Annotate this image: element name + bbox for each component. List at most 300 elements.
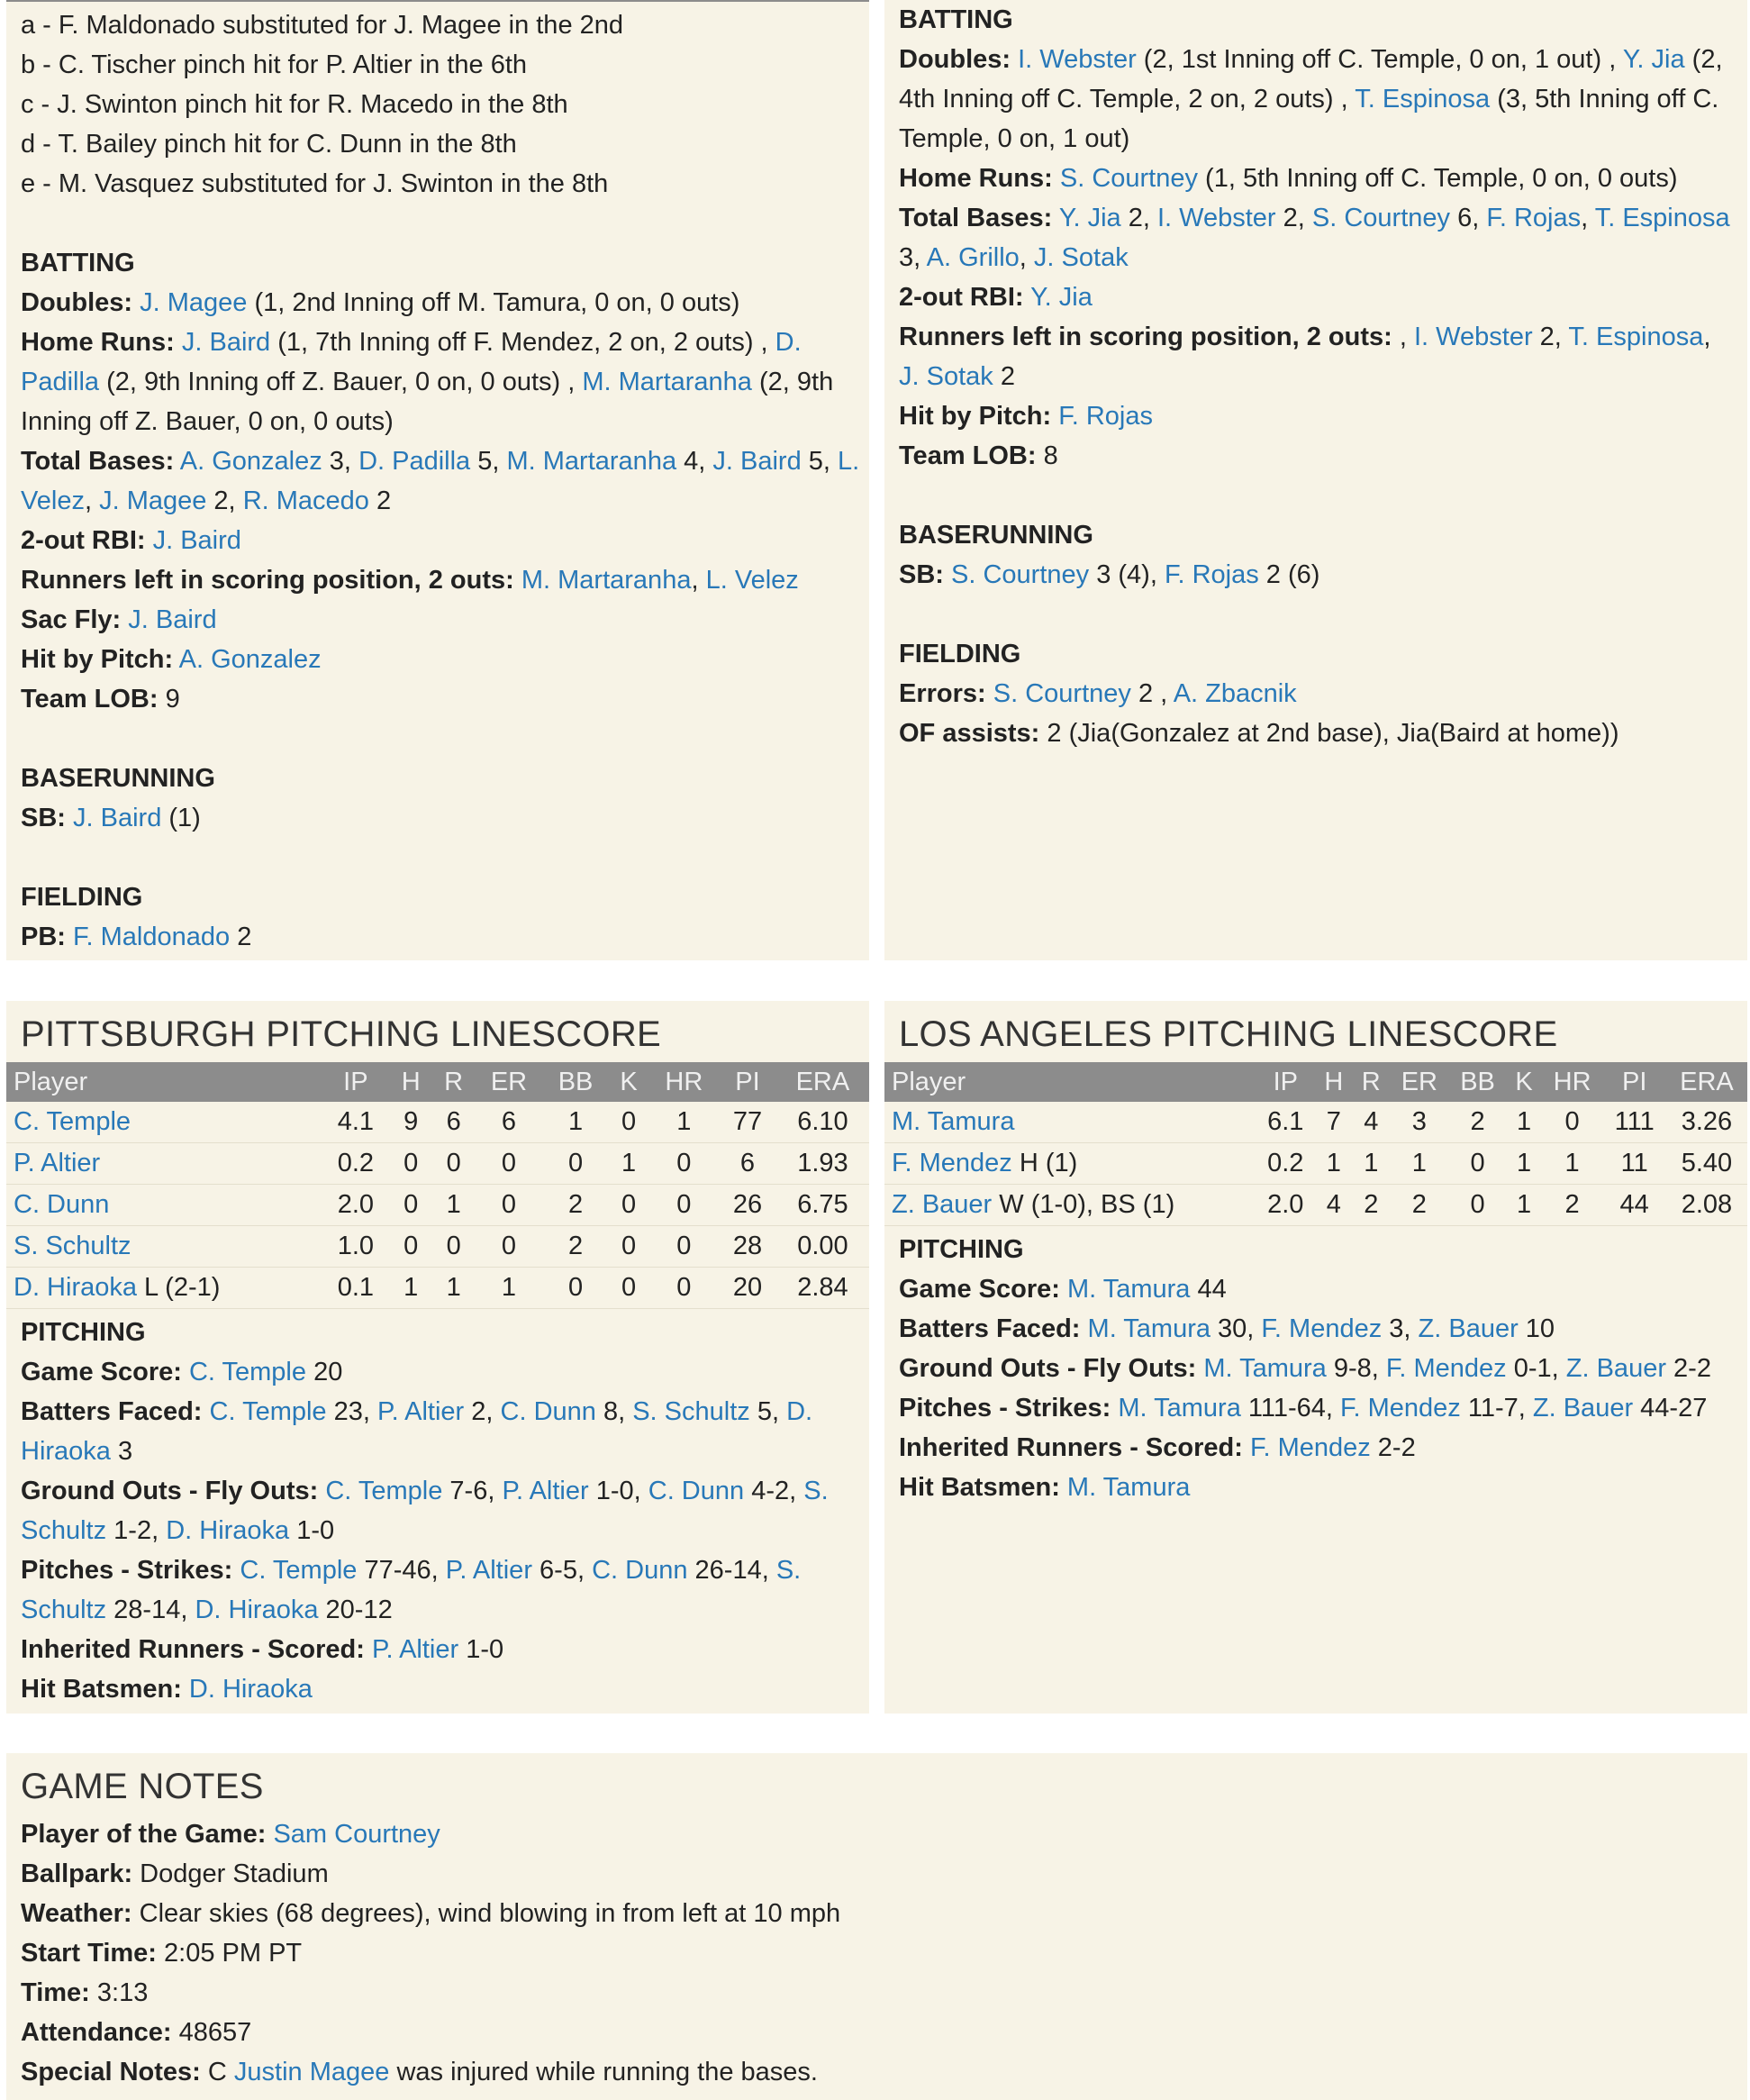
stat-detail: 6-5,: [531, 1556, 585, 1585]
stat-cell-er: 0: [475, 1143, 542, 1185]
player-link[interactable]: S. Courtney: [951, 560, 1090, 589]
column-header[interactable]: Player: [6, 1062, 322, 1102]
stat-cell-er: 2: [1390, 1185, 1449, 1226]
stat-cell-r: 0: [432, 1143, 475, 1185]
stat-detail: 2-2: [1370, 1433, 1416, 1462]
table-row: [884, 1185, 1747, 1226]
decision-note: L (2-1): [137, 1273, 221, 1302]
stat-detail: 2,: [464, 1397, 494, 1426]
stat-cell-era: 3.26: [1666, 1102, 1747, 1143]
column-header[interactable]: ERA: [776, 1062, 869, 1102]
stat-detail: 3,: [1382, 1314, 1411, 1343]
substitution-note: d - T. Bailey pinch hit for C. Dunn in the 8th: [21, 130, 517, 159]
column-header[interactable]: HR: [649, 1062, 720, 1102]
game-notes-title: GAME NOTES: [21, 1767, 264, 1806]
player-link[interactable]: J. Baird: [181, 328, 271, 357]
player-link[interactable]: M. Tamura: [1203, 1354, 1327, 1383]
player-link-list: [1060, 164, 1678, 193]
stat-cell-bb: 2: [543, 1185, 609, 1226]
batting-header: BATTING: [899, 5, 1013, 34]
stat-cell-hr: 2: [1542, 1185, 1603, 1226]
stat-cell-pi: 77: [719, 1102, 776, 1143]
stat-cell-h: 0: [390, 1185, 432, 1226]
stat-detail: 1-0: [289, 1516, 335, 1545]
player-link[interactable]: C. Temple: [188, 1358, 307, 1386]
player-link[interactable]: J. Baird: [128, 605, 217, 634]
pitcher-cell: [6, 1268, 322, 1309]
los-angeles-box-notes: [884, 0, 1747, 960]
stat-cell-r: 1: [432, 1185, 475, 1226]
player-link[interactable]: P. Altier: [14, 1149, 101, 1177]
player-link[interactable]: C. Temple: [209, 1397, 327, 1426]
stat-detail: (2, 9th Inning off Z. Bauer, 0 on, 0 outs) ,: [99, 368, 576, 396]
player-link[interactable]: M. Martaranha: [506, 447, 677, 476]
stat-cell-pi: 28: [719, 1226, 776, 1268]
stat-detail: 2: [230, 923, 252, 951]
stat-cell-bb: 0: [543, 1268, 609, 1309]
pitching-linescore-table: [884, 1062, 1747, 1226]
stat-cell-h: 0: [390, 1143, 432, 1185]
player-link[interactable]: C. Dunn: [14, 1190, 110, 1219]
player-link-list: [1030, 283, 1093, 312]
player-link[interactable]: S. Courtney: [1059, 164, 1198, 193]
player-link[interactable]: D. Hiraoka: [188, 1675, 313, 1704]
stat-cell-bb: 0: [543, 1143, 609, 1185]
player-link[interactable]: I. Webster: [1414, 323, 1533, 351]
column-header[interactable]: H: [390, 1062, 432, 1102]
column-header[interactable]: ERA: [1666, 1062, 1747, 1102]
player-link-list: [153, 526, 241, 555]
player-link[interactable]: I. Webster: [1156, 204, 1276, 232]
sb-line: SB: J. Baird (1): [21, 804, 201, 832]
hit-batsmen-line: Hit Batsmen: D. Hiraoka: [21, 1675, 313, 1704]
table-row: [884, 1143, 1747, 1185]
of-assists-line: OF assists: 2 (Jia(Gonzalez at 2nd base), Jia(Baird at home)): [899, 719, 1619, 748]
stat-cell-pi: 6: [719, 1143, 776, 1185]
team-lob-line: Team LOB: 8: [899, 441, 1058, 470]
player-link[interactable]: Y. Jia: [1030, 283, 1093, 312]
stat-detail: 2,: [206, 486, 236, 515]
stat-detail: 2-2: [1665, 1354, 1711, 1383]
player-link-list: [189, 1675, 313, 1704]
stat-detail: ,: [1703, 323, 1711, 351]
player-link[interactable]: A. Zbacnik: [1173, 679, 1297, 708]
player-link[interactable]: C. Temple: [240, 1556, 358, 1585]
attendance-line: Attendance: 48657: [21, 2018, 252, 2047]
player-link[interactable]: M. Tamura: [1087, 1314, 1210, 1343]
stat-cell-k: 1: [1506, 1143, 1541, 1185]
stat-detail: 9-8,: [1326, 1354, 1379, 1383]
stat-cell-ip: 6.1: [1256, 1102, 1315, 1143]
stat-detail: 5,: [749, 1397, 780, 1426]
stat-cell-era: 6.10: [776, 1102, 869, 1143]
stat-cell-r: 2: [1353, 1185, 1390, 1226]
player-link[interactable]: F. Rojas: [1486, 204, 1582, 232]
player-link[interactable]: Z. Bauer: [892, 1190, 993, 1219]
substitution-list: [21, 5, 860, 204]
two-out-rbi-line: 2-out RBI: J. Baird: [21, 526, 241, 555]
player-link[interactable]: D. Hiraoka: [21, 1397, 813, 1466]
game-score-line: Game Score: C. Temple 20: [21, 1358, 343, 1386]
player-link[interactable]: J. Baird: [712, 447, 802, 476]
player-link[interactable]: S. Courtney: [993, 679, 1131, 708]
player-link[interactable]: C. Dunn: [592, 1556, 688, 1585]
player-link[interactable]: C. Temple: [14, 1107, 131, 1136]
table-row: [884, 1102, 1747, 1143]
stat-detail: ,: [1019, 243, 1027, 272]
inherited-runners-line: Inherited Runners - Scored: F. Mendez 2-2: [899, 1433, 1416, 1462]
player-link[interactable]: F. Maldonado: [73, 923, 231, 951]
weather-line: Weather: Clear skies (68 degrees), wind blowing in from left at 10 mph: [21, 1899, 841, 1928]
stat-cell-era: 1.93: [776, 1143, 869, 1185]
player-link[interactable]: Z. Bauer: [1418, 1314, 1519, 1343]
stat-cell-er: 1: [475, 1268, 542, 1309]
stat-cell-bb: 1: [543, 1102, 609, 1143]
stat-detail: 3 (4),: [1089, 560, 1157, 589]
player-link[interactable]: T. Espinosa: [1568, 323, 1704, 351]
stat-detail: 44-27: [1633, 1394, 1708, 1423]
player-link[interactable]: Z. Bauer: [1532, 1394, 1634, 1423]
column-header[interactable]: R: [432, 1062, 475, 1102]
hit-batsmen-line: Hit Batsmen: M. Tamura: [899, 1473, 1191, 1502]
player-link[interactable]: S. Schultz: [632, 1397, 750, 1426]
player-link[interactable]: Y. Jia: [1058, 204, 1121, 232]
stat-cell-era: 5.40: [1666, 1143, 1747, 1185]
stat-detail: 3,: [899, 243, 921, 272]
go-fo-line: Ground Outs - Fly Outs: C. Temple 7-6, P. Altier 1-0, C. Dunn 4-2, S. Schultz 1-2, D. Hiraoka 1-0: [21, 1477, 829, 1545]
pitching-linescore-table: [6, 1062, 869, 1309]
column-header[interactable]: H: [1315, 1062, 1352, 1102]
player-link-list: [273, 1820, 440, 1849]
stat-cell-era: 0.00: [776, 1226, 869, 1268]
player-of-game-line: Player of the Game: Sam Courtney: [21, 1820, 440, 1849]
player-link[interactable]: M. Tamura: [1066, 1473, 1191, 1502]
stat-detail: 2,: [1275, 204, 1305, 232]
column-header[interactable]: R: [1353, 1062, 1390, 1102]
stat-detail: 5,: [470, 447, 500, 476]
column-header[interactable]: K: [1506, 1062, 1541, 1102]
pitcher-cell: [6, 1226, 322, 1268]
stat-detail: (1, 5th Inning off C. Temple, 0 on, 0 outs): [1198, 164, 1678, 193]
table-row: [6, 1143, 869, 1185]
stat-cell-h: 4: [1315, 1185, 1352, 1226]
total-bases-line: Total Bases: Y. Jia 2, I. Webster 2, S. Courtney 6, F. Rojas, T. Espinosa 3, A. Grillo, J. Sotak: [899, 204, 1730, 272]
player-link-list: [1118, 1394, 1707, 1423]
stat-cell-ip: 1.0: [322, 1226, 389, 1268]
stat-cell-hr: 1: [649, 1102, 720, 1143]
column-header[interactable]: Player: [884, 1062, 1256, 1102]
total-bases-line: Total Bases: A. Gonzalez 3, D. Padilla 5, M. Martaranha 4, J. Baird 5, L. Velez, J. Magee 2, R. Macedo 2: [21, 447, 860, 515]
stat-cell-bb: 0: [1449, 1185, 1507, 1226]
stat-detail: 10: [1518, 1314, 1555, 1343]
stat-detail: 30,: [1210, 1314, 1255, 1343]
stat-cell-k: 0: [609, 1102, 649, 1143]
stat-detail: (1, 7th Inning off F. Mendez, 2 on, 2 outs) ,: [270, 328, 768, 357]
player-link[interactable]: P. Altier: [502, 1477, 589, 1505]
column-header[interactable]: HR: [1542, 1062, 1603, 1102]
player-link[interactable]: F. Mendez: [892, 1149, 1012, 1177]
stat-detail: 2 ,: [1130, 679, 1168, 708]
doubles-line: Doubles: J. Magee (1, 2nd Inning off M. Tamura, 0 on, 0 outs): [21, 288, 740, 317]
sb-line: SB: S. Courtney 3 (4), F. Rojas 2 (6): [899, 560, 1320, 589]
go-fo-line: Ground Outs - Fly Outs: M. Tamura 9-8, F. Mendez 0-1, Z. Bauer 2-2: [899, 1354, 1711, 1383]
column-header[interactable]: ER: [475, 1062, 542, 1102]
player-link[interactable]: R. Macedo: [242, 486, 369, 515]
rlisp-line: Runners left in scoring position, 2 outs: , I. Webster 2, T. Espinosa, J. Sotak 2: [899, 323, 1711, 391]
pitches-strikes-line: Pitches - Strikes: M. Tamura 111-64, F. Mendez 11-7, Z. Bauer 44-27: [899, 1394, 1708, 1423]
stat-cell-hr: 0: [649, 1143, 720, 1185]
baserunning-header: BASERUNNING: [899, 521, 1093, 550]
player-link[interactable]: S. Schultz: [21, 1556, 802, 1624]
column-header[interactable]: BB: [1449, 1062, 1507, 1102]
player-link[interactable]: C. Dunn: [500, 1397, 596, 1426]
stat-cell-k: 1: [1506, 1185, 1541, 1226]
stat-detail: (1): [161, 804, 201, 832]
stat-cell-ip: 2.0: [1256, 1185, 1315, 1226]
player-link[interactable]: Justin Magee: [233, 2058, 390, 2086]
sac-fly-line: Sac Fly: J. Baird: [21, 605, 217, 634]
player-link[interactable]: C. Temple: [325, 1477, 443, 1505]
player-link[interactable]: L. Velez: [21, 447, 860, 515]
player-link-list: [1250, 1433, 1416, 1462]
player-link[interactable]: S. Schultz: [21, 1477, 829, 1545]
stat-detail: 11-7,: [1460, 1394, 1526, 1423]
stat-detail: (2, 4th Inning off C. Temple, 2 on, 2 outs) ,: [899, 45, 1723, 114]
stat-cell-bb: 2: [543, 1226, 609, 1268]
player-link[interactable]: F. Rojas: [1164, 560, 1259, 589]
stat-detail: 5,: [801, 447, 830, 476]
player-link[interactable]: M. Tamura: [1118, 1394, 1241, 1423]
stat-detail: (1, 2nd Inning off M. Tamura, 0 on, 0 outs): [247, 288, 740, 317]
pitching-header: PITCHING: [21, 1318, 146, 1347]
stat-detail: 4-2,: [744, 1477, 797, 1505]
player-link[interactable]: J. Magee: [140, 288, 248, 317]
stat-cell-er: 6: [475, 1102, 542, 1143]
table-row: [6, 1268, 869, 1309]
stat-detail: 111-64,: [1240, 1394, 1333, 1423]
player-link-list: [1067, 1473, 1190, 1502]
player-link[interactable]: A. Gonzalez: [178, 645, 322, 674]
rlisp-line: Runners left in scoring position, 2 outs: M. Martaranha, L. Velez: [21, 566, 799, 595]
stat-detail: 20-12: [318, 1595, 393, 1624]
stat-detail: (2, 9th Inning off Z. Bauer, 0 on, 0 outs): [21, 368, 834, 436]
stat-cell-ip: 4.1: [322, 1102, 389, 1143]
batters-faced-line: Batters Faced: C. Temple 23, P. Altier 2, C. Dunn 8, S. Schultz 5, D. Hiraoka 3: [21, 1397, 813, 1466]
substitution-note: a - F. Maldonado substituted for J. Magee in the 2nd: [21, 11, 624, 40]
player-link[interactable]: T. Espinosa: [1355, 85, 1491, 114]
stat-detail: (2, 1st Inning off C. Temple, 0 on, 1 out) ,: [1136, 45, 1617, 74]
stat-cell-r: 1: [432, 1268, 475, 1309]
game-score-line: Game Score: M. Tamura 44: [899, 1275, 1227, 1304]
player-link[interactable]: Z. Bauer: [1565, 1354, 1666, 1383]
player-link[interactable]: I. Webster: [1018, 45, 1137, 74]
two-out-rbi-line: 2-out RBI: Y. Jia: [899, 283, 1093, 312]
stat-cell-hr: 0: [649, 1226, 720, 1268]
player-link[interactable]: P. Altier: [445, 1556, 532, 1585]
player-link[interactable]: J. Baird: [152, 526, 241, 555]
player-link[interactable]: P. Altier: [377, 1397, 465, 1426]
player-link[interactable]: L. Velez: [705, 566, 799, 595]
start-time-line: Start Time: 2:05 PM PT: [21, 1939, 303, 1968]
baserunning-header: BASERUNNING: [21, 764, 215, 793]
stat-detail: 28-14,: [106, 1595, 188, 1624]
substitution-note: b - C. Tischer pinch hit for P. Altier in the 6th: [21, 50, 528, 79]
player-link[interactable]: J. Sotak: [1033, 243, 1129, 272]
pittsburgh-box-notes: [6, 0, 869, 960]
player-link[interactable]: F. Mendez: [1261, 1314, 1383, 1343]
stat-cell-h: 1: [1315, 1143, 1352, 1185]
stat-cell-ip: 2.0: [322, 1185, 389, 1226]
stat-detail: 2,: [1532, 323, 1562, 351]
stat-cell-r: 4: [1353, 1102, 1390, 1143]
pittsburgh-pitching-panel: [6, 1001, 869, 1714]
stat-cell-era: 6.75: [776, 1185, 869, 1226]
stat-cell-pi: 20: [719, 1268, 776, 1309]
stat-cell-hr: 0: [649, 1268, 720, 1309]
player-link-list: [140, 288, 739, 317]
pitcher-cell: [6, 1143, 322, 1185]
stat-detail: ,: [1581, 204, 1589, 232]
stat-detail: 2: [993, 362, 1015, 391]
stat-cell-pi: 11: [1602, 1143, 1665, 1185]
column-header[interactable]: PI: [1602, 1062, 1665, 1102]
player-link[interactable]: J. Baird: [73, 804, 162, 832]
player-link[interactable]: D. Padilla: [21, 328, 802, 396]
stat-detail: 6,: [1450, 204, 1480, 232]
los-angeles-pitching-panel: [884, 1001, 1747, 1714]
stat-cell-era: 2.08: [1666, 1185, 1747, 1226]
player-link[interactable]: M. Martaranha: [582, 368, 752, 396]
player-link[interactable]: F. Rojas: [1058, 402, 1153, 431]
table-header-row: [6, 1062, 869, 1102]
stat-cell-era: 2.84: [776, 1268, 869, 1309]
batting-header: BATTING: [21, 249, 135, 277]
stat-detail: 44: [1190, 1275, 1227, 1304]
stat-cell-bb: 2: [1449, 1102, 1507, 1143]
player-link[interactable]: F. Mendez: [1249, 1433, 1371, 1462]
player-link[interactable]: D. Hiraoka: [14, 1273, 137, 1302]
stat-cell-er: 0: [475, 1226, 542, 1268]
player-link-list: [521, 566, 799, 595]
hbp-line: Hit by Pitch: A. Gonzalez: [21, 645, 322, 674]
stat-cell-pi: 26: [719, 1185, 776, 1226]
stat-cell-k: 0: [609, 1226, 649, 1268]
player-link[interactable]: D. Hiraoka: [195, 1595, 319, 1624]
stat-cell-h: 9: [390, 1102, 432, 1143]
stat-cell-r: 0: [432, 1226, 475, 1268]
stat-detail: 77-46,: [357, 1556, 439, 1585]
table-row: [6, 1185, 869, 1226]
player-link-list: [73, 923, 251, 951]
pitcher-cell: [6, 1185, 322, 1226]
player-link-list: [1058, 402, 1153, 431]
player-link-list: [1203, 1354, 1711, 1383]
player-link[interactable]: S. Schultz: [14, 1232, 131, 1260]
column-header[interactable]: IP: [1256, 1062, 1315, 1102]
table-row: [6, 1102, 869, 1143]
player-link[interactable]: M. Tamura: [1066, 1275, 1191, 1304]
stat-cell-ip: 0.2: [1256, 1143, 1315, 1185]
table-header-row: [884, 1062, 1747, 1102]
stat-cell-h: 7: [1315, 1102, 1352, 1143]
home-runs-line: Home Runs: J. Baird (1, 7th Inning off F. Mendez, 2 on, 2 outs) , D. Padilla (2, 9th Inning off Z. Bauer, 0 on, 0 outs) , M. Martaranha (2, 9th Inning off Z. Bauer, 0 on, 0 outs): [21, 328, 834, 436]
panel-top-border: [6, 0, 869, 2]
column-header[interactable]: ER: [1390, 1062, 1449, 1102]
stat-detail: 4,: [676, 447, 706, 476]
stat-cell-k: 1: [609, 1143, 649, 1185]
pitcher-cell: [884, 1102, 1256, 1143]
stat-cell-k: 1: [1506, 1102, 1541, 1143]
stat-cell-hr: 1: [1542, 1143, 1603, 1185]
decision-note: W (1-0), BS (1): [992, 1190, 1175, 1219]
column-header[interactable]: BB: [543, 1062, 609, 1102]
stat-detail: 1-0: [458, 1635, 504, 1664]
stat-detail: 3,: [322, 447, 351, 476]
stat-cell-pi: 44: [1602, 1185, 1665, 1226]
player-link[interactable]: Y. Jia: [1622, 45, 1685, 74]
inherited-runners-line: Inherited Runners - Scored: P. Altier 1-0: [21, 1635, 504, 1664]
player-link[interactable]: D. Hiraoka: [166, 1516, 290, 1545]
player-link[interactable]: M. Martaranha: [521, 566, 692, 595]
team-lob-line: Team LOB: 9: [21, 685, 180, 714]
player-link[interactable]: M. Tamura: [892, 1107, 1015, 1136]
player-link[interactable]: F. Mendez: [1385, 1354, 1507, 1383]
pitcher-cell: [884, 1185, 1256, 1226]
player-link[interactable]: J. Sotak: [899, 362, 993, 391]
game-time-line: Time: 3:13: [21, 1978, 149, 2007]
stat-cell-k: 0: [609, 1185, 649, 1226]
stat-detail: 8,: [595, 1397, 626, 1426]
pitching-linescore-title: LOS ANGELES PITCHING LINESCORE: [899, 1014, 1558, 1054]
pitcher-cell: [884, 1143, 1256, 1185]
column-header[interactable]: K: [609, 1062, 649, 1102]
stat-cell-er: 0: [475, 1185, 542, 1226]
home-runs-line: Home Runs: S. Courtney (1, 5th Inning off C. Temple, 0 on, 0 outs): [899, 164, 1678, 193]
stat-detail: 3: [110, 1437, 133, 1466]
stat-detail: 7-6,: [442, 1477, 495, 1505]
player-link[interactable]: S. Courtney: [1311, 204, 1451, 232]
stat-cell-k: 0: [609, 1268, 649, 1309]
column-header[interactable]: IP: [322, 1062, 389, 1102]
player-link[interactable]: D. Padilla: [358, 447, 471, 476]
errors-line: Errors: S. Courtney 2 , A. Zbacnik: [899, 679, 1297, 708]
stat-cell-bb: 0: [1449, 1143, 1507, 1185]
stat-cell-pi: 111: [1602, 1102, 1665, 1143]
player-link[interactable]: A. Grillo: [926, 243, 1020, 272]
player-link-list: [1088, 1314, 1555, 1343]
column-header[interactable]: PI: [719, 1062, 776, 1102]
batters-faced-line: Batters Faced: M. Tamura 30, F. Mendez 3, Z. Bauer 10: [899, 1314, 1555, 1343]
stat-cell-r: 1: [1353, 1143, 1390, 1185]
stat-cell-ip: 0.1: [322, 1268, 389, 1309]
stat-detail: ,: [84, 486, 93, 515]
stat-detail: 26-14,: [687, 1556, 769, 1585]
fielding-header: FIELDING: [21, 883, 143, 912]
substitution-note: e - M. Vasquez substituted for J. Swinton in the 8th: [21, 169, 609, 198]
player-link[interactable]: F. Mendez: [1340, 1394, 1461, 1423]
stat-detail: ,: [691, 566, 699, 595]
player-link-list: [73, 804, 201, 832]
player-link[interactable]: Sam Courtney: [273, 1820, 440, 1849]
player-link[interactable]: T. Espinosa: [1594, 204, 1730, 232]
stat-cell-er: 3: [1390, 1102, 1449, 1143]
player-link[interactable]: C. Dunn: [648, 1477, 745, 1505]
pitching-header: PITCHING: [899, 1235, 1024, 1264]
fielding-header: FIELDING: [899, 640, 1021, 668]
player-link[interactable]: J. Magee: [99, 486, 207, 515]
player-link[interactable]: P. Altier: [371, 1635, 459, 1664]
player-link[interactable]: A. Gonzalez: [179, 447, 322, 476]
